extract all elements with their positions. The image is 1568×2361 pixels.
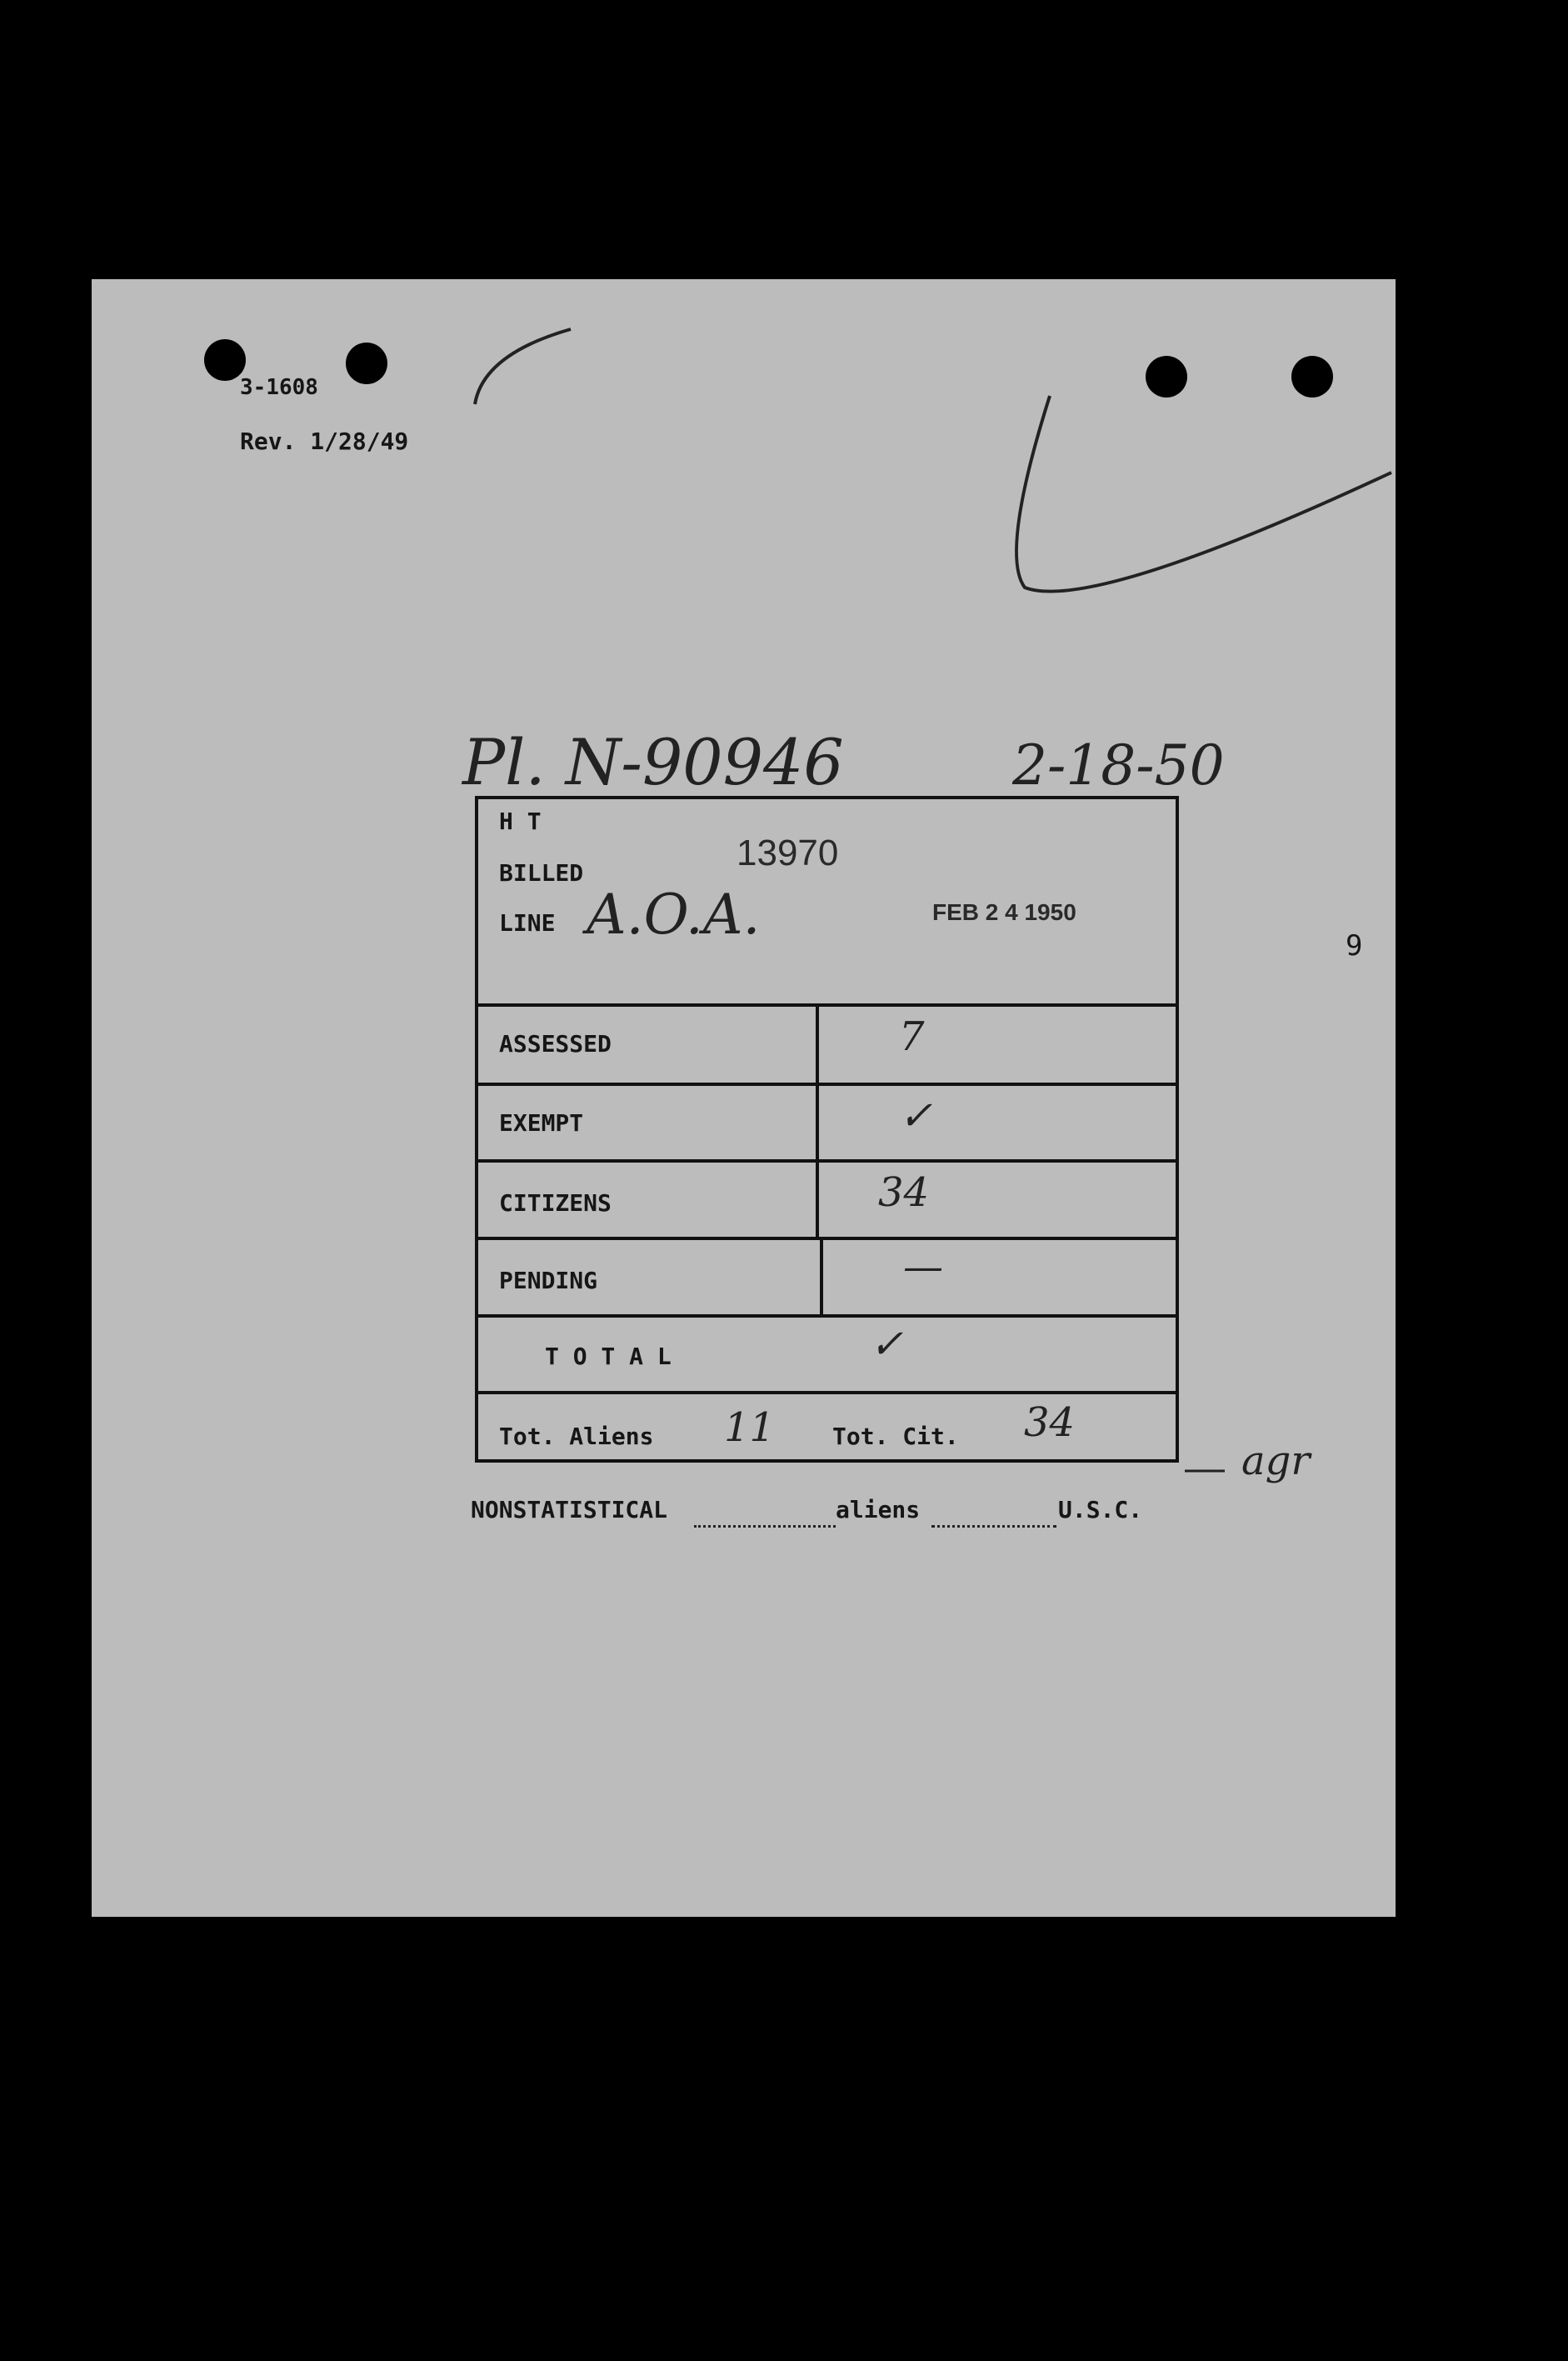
nonstat-label: NONSTATISTICAL [471,1496,668,1523]
row-assessed [478,1003,1176,1083]
column-divider [816,1163,819,1237]
nonstat-blank-2 [931,1500,1056,1528]
nonstat-aliens-label: aliens [836,1496,921,1523]
row-label: PENDING [499,1267,598,1294]
row-exempt [478,1083,1176,1159]
column-divider [820,1240,823,1314]
billed-label: BILLED [499,859,584,887]
row-label: EXEMPT [499,1109,584,1137]
row-value: 34 [878,1169,930,1216]
received-stamp: FEB 2 4 1950 [932,899,1076,925]
row-citizens [478,1159,1176,1237]
form-number: 3-1608 [240,375,318,400]
tally-form [475,796,1179,1463]
total-label: T O T A L [545,1343,672,1370]
tot-aliens-label: Tot. Aliens [499,1423,654,1450]
row-total [478,1314,1176,1391]
column-divider [816,1007,819,1083]
pen-stroke-check [1016,396,1391,592]
nonstat-usc-label: U.S.C. [1058,1496,1143,1523]
total-value: ✓ [870,1321,904,1368]
line-label: LINE [499,909,556,937]
row-totals [478,1391,1176,1463]
row-label: CITIZENS [499,1189,612,1217]
row-value: 7 [899,1013,925,1060]
tot-cit-value: 34 [1024,1399,1076,1446]
initials: agr [1241,1438,1311,1484]
line-value: A.O.A. [587,883,761,947]
file-number: Pl. N-90946 [462,725,844,799]
tot-aliens-value: 11 [724,1404,776,1451]
row-pending [478,1237,1176,1314]
pen-stroke-top [475,329,571,404]
form-revision: Rev. 1/28/49 [240,428,409,455]
row-value: ✓ [899,1093,933,1139]
handwritten-date: 2-18-50 [1012,733,1225,798]
ht-label: H T [499,808,542,835]
row-label: ASSESSED [499,1030,612,1058]
row-value: — [903,1243,943,1290]
billed-value: 13970 [737,833,839,873]
nonstat-blank-1 [694,1500,836,1528]
tot-cit-label: Tot. Cit. [832,1423,959,1450]
column-divider [816,1086,819,1159]
margin-number: 9 [1346,929,1363,963]
